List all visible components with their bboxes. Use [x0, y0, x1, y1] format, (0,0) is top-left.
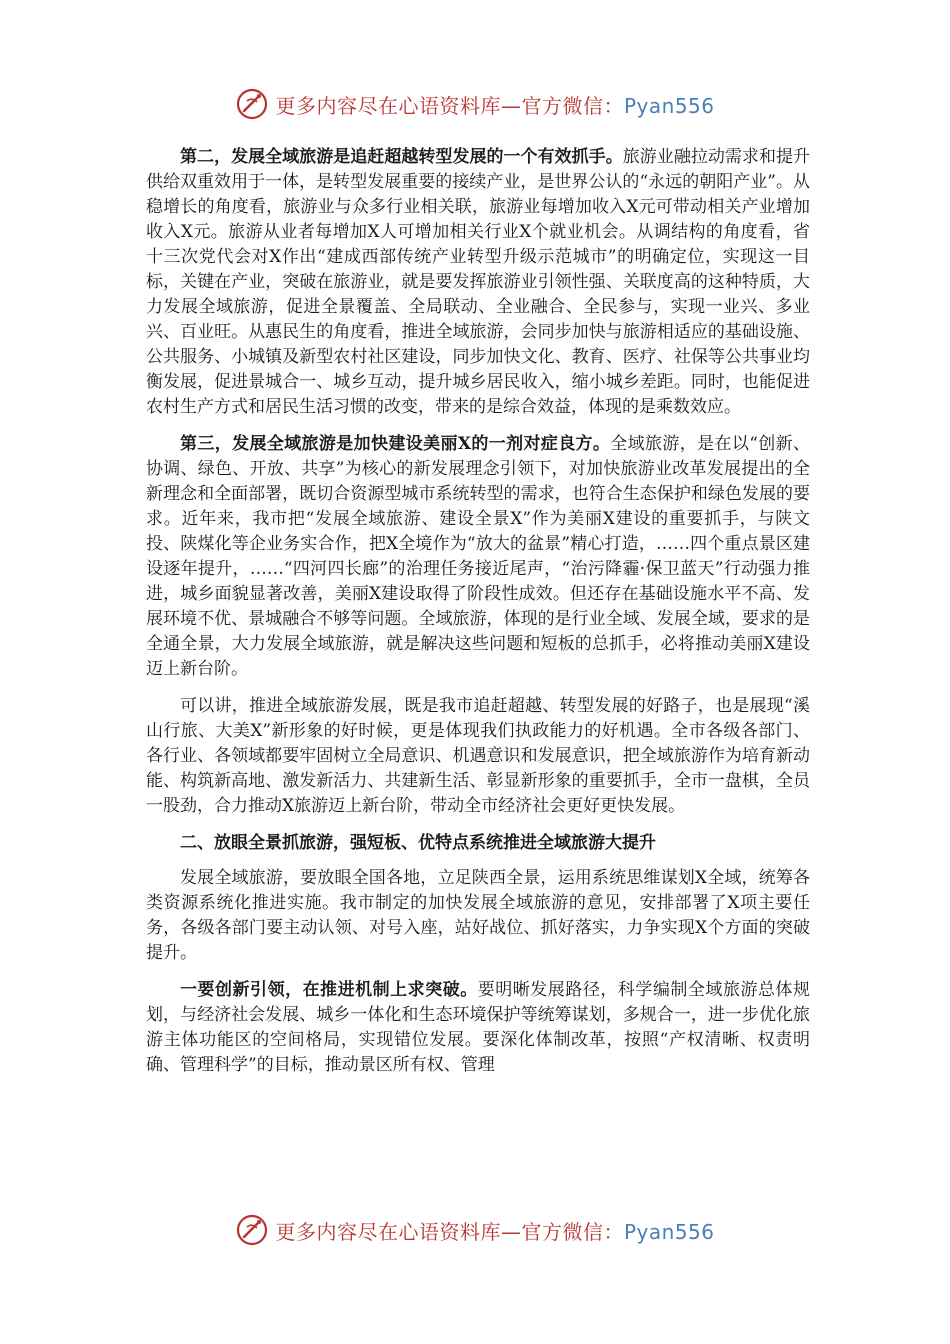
footer-banner	[0, 1210, 950, 1250]
footer-wechat-id: Pyan556	[623, 1219, 715, 1244]
header-banner	[0, 84, 950, 124]
paragraph	[146, 978, 810, 1078]
section-heading: 二、放眼全景抓旅游，强短板、优特点系统推进全域旅游大提升	[180, 833, 656, 853]
paragraph	[146, 432, 810, 682]
paragraph-lead: 一要创新引领，在推进机制上求突破。	[180, 980, 478, 1000]
document-body	[146, 145, 810, 1090]
header-wechat-id: Pyan556	[623, 93, 715, 118]
paragraph-text: 发展全域旅游，要放眼全国各地，立足陕西全景，运用系统思维谋划X全域，统筹各类资源系统化推进实施。我市制定的加快发展全域旅游的意见，安排部署了X项主要任务，各级各部门要主动认领、对号入座，站好战位、抓好落实，力争实现X个方面的突破提升。	[146, 868, 810, 963]
paragraph-text: 可以讲，推进全域旅游发展，既是我市追赶超越、转型发展的好路子，也是展现“溪山行旅、大美X”新形象的好时候，更是体现我们执政能力的好机遇。全市各级各部门、各行业、各领域都要牢固树立全局意识、机遇意识和发展意识，把全域旅游作为培育新动能、构筑新高地、激发新活力、共建新生活、彰显新形象的重要抓手，全市一盘棋，全员一股劲，合力推动X旅游迈上新台阶，带动全市经济社会更好更快发展。	[146, 696, 810, 816]
header-brand-label: 更多内容尽在心语资料库—官方微信：	[275, 93, 624, 118]
paragraph	[146, 694, 810, 819]
header-brand-text	[275, 90, 714, 119]
footer-brand-text	[275, 1216, 714, 1245]
paragraph	[146, 866, 810, 966]
paragraph	[146, 145, 810, 420]
paragraph-lead: 第二，发展全域旅游是追赶超越转型发展的一个有效抓手。	[180, 147, 623, 167]
brand-logo-icon	[235, 87, 269, 121]
brand-logo-icon	[235, 1213, 269, 1247]
paragraph-lead: 第三，发展全域旅游是加快建设美丽X的一剂对症良方。	[180, 434, 611, 454]
paragraph-text: 全域旅游，是在以“创新、协调、绿色、开放、共享”为核心的新发展理念引领下，对加快旅游业改革发展提出的全新理念和全面部署，既切合资源型城市系统转型的需求，也符合生态保护和绿色发展的要求。近年来，我市把“发展全域旅游、建设全景X”作为美丽X建设的重要抓手，与陕文投、陕煤化等企业务实合作，把X全境作为“放大的盆景”精心打造，……四个重点景区建设逐年提升，……“四河四长廊”的治理任务接近尾声，“治污降霾·保卫蓝天”行动强力推进，城乡面貌显著改善，美丽X建设取得了阶段性成效。但还存在基础设施水平不高、发展环境不优、景城融合不够等问题。全域旅游，体现的是行业全域、发展全域，要求的是全通全景，大力发展全域旅游，就是解决这些问题和短板的总抓手，必将推动美丽X建设迈上新台阶。	[146, 434, 810, 679]
footer-brand-label: 更多内容尽在心语资料库—官方微信：	[275, 1219, 624, 1244]
paragraph-text: 要明晰发展路径，科学编制全域旅游总体规划，与经济社会发展、城乡一体化和生态环境保护等统筹谋划，多规合一，进一步优化旅游主体功能区的空间格局，实现错位发展。要深化体制改革，按照“产权清晰、权责明确、管理科学”的目标，推动景区所有权、管理	[146, 980, 811, 1075]
paragraph-text: 旅游业融拉动需求和提升供给双重效用于一体，是转型发展重要的接续产业，是世界公认的“永远的朝阳产业”。从稳增长的角度看，旅游业与众多行业相关联，旅游业每增加收入X元可带动相关产业增加收入X元。旅游从业者每增加X人可增加相关行业X个就业机会。从调结构的角度看，省十三次党代会对X作出“建成西部传统产业转型升级示范城市”的明确定位，实现这一目标，关键在产业，突破在旅游业，就是要发挥旅游业引领性强、关联度高的这种特质，大力发展全域旅游，促进全景覆盖、全局联动、全业融合、全民参与，实现一业兴、多业兴、百业旺。从惠民生的角度看，推进全域旅游，会同步加快与旅游相适应的基础设施、公共服务、小城镇及新型农村社区建设，同步加快文化、教育、医疗、社保等公共事业均衡发展，促进景城合一、城乡互动，提升城乡居民收入，缩小城乡差距。同时，也能促进农村生产方式和居民生活习惯的改变，带来的是综合效益，体现的是乘数效应。	[146, 147, 811, 417]
